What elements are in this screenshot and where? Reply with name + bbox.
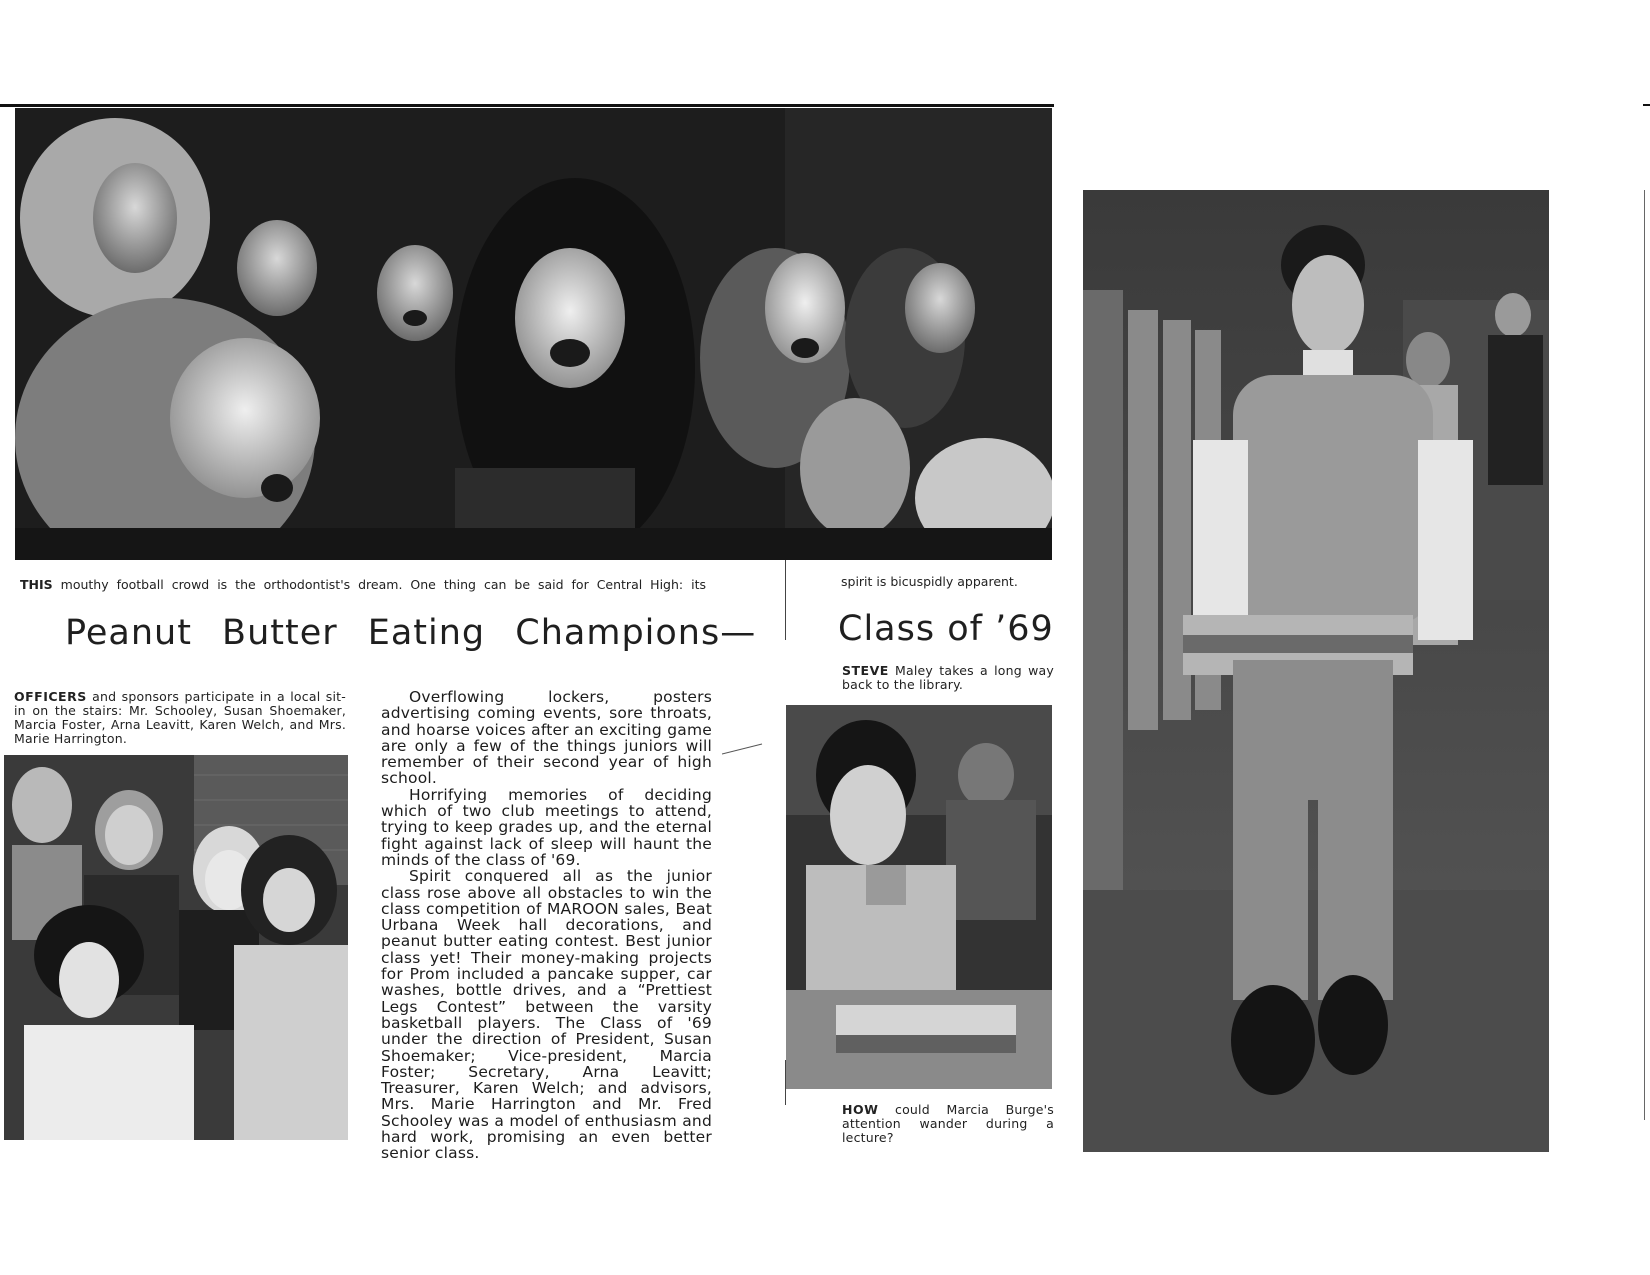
how-caption-text: could Marcia Burge's attention wander during a lecture? — [842, 1102, 1054, 1145]
article-body — [381, 689, 712, 1162]
headline-left: Peanut Butter Eating Champions— — [65, 613, 757, 653]
pencil-mark — [722, 743, 764, 755]
classroom-photo — [786, 705, 1052, 1089]
crowd-photo-caption-right — [841, 574, 1018, 589]
officers-caption — [14, 690, 346, 746]
body-paragraph: Horrifying memories of deciding which of two club meetings to attend, trying to keep grades up, and the eternal fight against lack of sleep will haunt the minds of the class of '69. — [381, 785, 712, 869]
steve-caption-lead: STEVE — [842, 663, 889, 678]
caption-lead: THIS — [20, 577, 53, 592]
body-paragraph: Spirit conquered all as the junior class rose above all obstacles to win the class competition of MAROON sales, Beat Urbana Week hall decorations, and peanut butter eating contest. Best junior class yet! Their money-making projects for Prom included a pancake supper, car washes, bottle drives, and a “Prettiest Legs Contest” between the varsity basketball players. The Class of '69 under the direction of President, Susan Shoemaker; Vice-president, Marcia Foster; Secretary, Arna Leavitt; Treasurer, Karen Welch; and advisors, Mrs. Marie Harrington and Mr. Fred Schooley was a model of enthusiasm and hard work, promising an even better senior class. — [381, 867, 712, 1163]
how-caption — [842, 1103, 1054, 1145]
headline-right: Class of ’69 — [838, 609, 1054, 649]
steve-caption-text: Maley takes a long way back to the library. — [842, 663, 1054, 692]
crowd-photo-caption-left — [20, 577, 706, 592]
hallway-photo — [1083, 190, 1549, 1152]
officers-photo — [4, 755, 348, 1140]
top-right-tick — [1643, 104, 1650, 106]
right-edge-line — [1644, 190, 1645, 1120]
top-rule — [0, 104, 1054, 107]
football-crowd-photo — [15, 108, 1052, 560]
body-paragraph: Overflowing lockers, posters advertising coming events, sore throats, and hoarse voices after an exciting game are only a few of the things juniors will remember of their second year of high school. — [381, 688, 712, 788]
page-gutter — [785, 560, 786, 640]
caption-text-continued: spirit is bicuspidly apparent. — [841, 574, 1018, 589]
caption-text: mouthy football crowd is the orthodontist's dream. One thing can be said for Central High: its — [60, 577, 706, 592]
steve-caption — [842, 664, 1054, 692]
officers-caption-text: and sponsors participate in a local sit-in on the stairs: Mr. Schooley, Susan Shoemaker, Marcia Foster, Arna Leavitt, Karen Welch, and Mrs. Marie Harrington. — [14, 689, 346, 746]
officers-caption-lead: OFFICERS — [14, 689, 87, 704]
how-caption-lead: HOW — [842, 1102, 879, 1117]
